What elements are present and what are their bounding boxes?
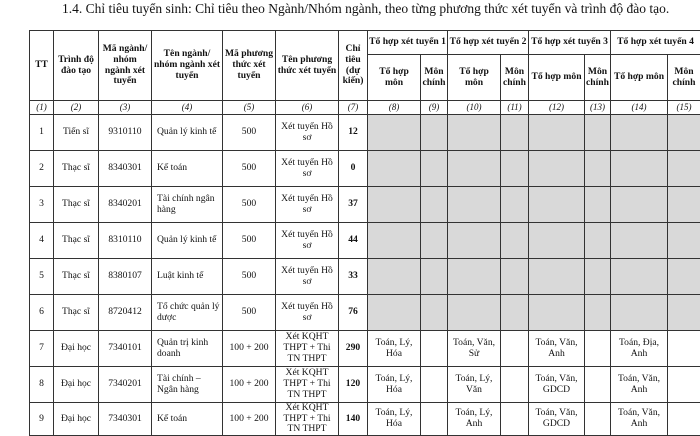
row-number: 3 [30, 187, 54, 223]
row-number: 4 [30, 223, 54, 259]
combo-2-main-subject [501, 259, 529, 295]
page-title: 1.4. Chỉ tiêu tuyển sinh: Chỉ tiêu theo Ngành/Nhóm ngành, theo từng phương thức xét tuyển và trình độ đào tạo. [62, 1, 669, 17]
combo-3-main-subject [585, 331, 611, 367]
header-quota: Chỉ tiêu (dự kiến) [339, 31, 368, 101]
row-number: 2 [30, 151, 54, 187]
combo-4-subjects: Toán, Văn, Anh [611, 403, 668, 436]
training-level: Đại học [54, 367, 99, 403]
method-name: Xét tuyển Hồ sơ [276, 151, 339, 187]
combo-3-main-subject [585, 115, 611, 151]
quota-value: 140 [339, 403, 368, 436]
major-code: 7340101 [99, 331, 152, 367]
row-number: 6 [30, 295, 54, 331]
row-number: 5 [30, 259, 54, 295]
combo-3-main-subject [585, 367, 611, 403]
combo-4-main-subject [668, 367, 700, 403]
combo-2-subjects: Toán, Lý, Anh [448, 403, 501, 436]
combo-2-subjects [448, 187, 501, 223]
header-method-code: Mã phương thức xét tuyển [223, 31, 276, 101]
training-level: Thạc sĩ [54, 151, 99, 187]
combo-1-subjects: Toán, Lý, Hóa [368, 367, 421, 403]
header-tt: TT [30, 31, 54, 101]
combo-4-main-subject [668, 403, 700, 436]
method-code: 500 [223, 115, 276, 151]
combo-3-main-subject [585, 223, 611, 259]
major-code: 8380107 [99, 259, 152, 295]
combo-2-main-subject [501, 187, 529, 223]
major-name: Tài chính – Ngân hàng [152, 367, 223, 403]
table-row [30, 331, 700, 367]
combo-3-subjects [529, 115, 585, 151]
combo-2-subjects [448, 115, 501, 151]
combo-1-subjects: Toán, Lý, Hóa [368, 331, 421, 367]
combo-3-main-subject [585, 403, 611, 436]
major-name: Quản lý kinh tế [152, 115, 223, 151]
major-code: 8720412 [99, 295, 152, 331]
column-number: (2) [54, 101, 99, 115]
header-subjects: Tổ hợp môn [529, 55, 585, 101]
major-code: 7340201 [99, 367, 152, 403]
column-number: (1) [30, 101, 54, 115]
combo-1-subjects: Toán, Lý, Hóa [368, 403, 421, 436]
combo-2-subjects [448, 223, 501, 259]
major-name: Kế toán [152, 403, 223, 436]
header-method-name: Tên phương thức xét tuyển [276, 31, 339, 101]
training-level: Đại học [54, 331, 99, 367]
method-code: 500 [223, 151, 276, 187]
table-row [30, 295, 700, 331]
training-level: Thạc sĩ [54, 295, 99, 331]
combo-3-subjects [529, 259, 585, 295]
training-level: Thạc sĩ [54, 223, 99, 259]
combo-2-main-subject [501, 367, 529, 403]
column-number: (4) [152, 101, 223, 115]
combo-4-main-subject [668, 331, 700, 367]
combo-4-subjects [611, 223, 668, 259]
major-name: Quản lý kinh tế [152, 223, 223, 259]
combo-2-main-subject [501, 223, 529, 259]
training-level: Thạc sĩ [54, 187, 99, 223]
combo-1-subjects [368, 187, 421, 223]
combo-2-subjects [448, 259, 501, 295]
combo-4-subjects: Toán, Địa, Anh [611, 331, 668, 367]
method-code: 100 + 200 [223, 367, 276, 403]
combo-1-main-subject [421, 115, 448, 151]
combo-2-main-subject [501, 295, 529, 331]
combo-4-main-subject [668, 223, 700, 259]
column-number: (10) [448, 101, 501, 115]
method-name: Xét tuyển Hồ sơ [276, 295, 339, 331]
method-name: Xét KQHT THPT + Thi TN THPT [276, 403, 339, 436]
major-name: Tài chính ngân hàng [152, 187, 223, 223]
row-number: 7 [30, 331, 54, 367]
major-code: 7340301 [99, 403, 152, 436]
method-name: Xét tuyển Hồ sơ [276, 259, 339, 295]
training-level: Tiến sĩ [54, 115, 99, 151]
major-code: 9310110 [99, 115, 152, 151]
column-number: (15) [668, 101, 700, 115]
combo-3-subjects [529, 187, 585, 223]
method-name: Xét tuyển Hồ sơ [276, 223, 339, 259]
method-code: 500 [223, 223, 276, 259]
row-number: 1 [30, 115, 54, 151]
header-main-subject: Môn chính [421, 55, 448, 101]
header-subjects: Tổ hợp môn [368, 55, 421, 101]
combo-3-subjects: Toán, Văn, Anh [529, 331, 585, 367]
major-code: 8340201 [99, 187, 152, 223]
major-code: 8310110 [99, 223, 152, 259]
quota-value: 37 [339, 187, 368, 223]
combo-4-main-subject [668, 295, 700, 331]
combo-2-main-subject [501, 403, 529, 436]
row-number: 8 [30, 367, 54, 403]
combo-1-subjects [368, 223, 421, 259]
combo-3-subjects: Toán, Văn, GDCD [529, 403, 585, 436]
combo-4-subjects [611, 115, 668, 151]
column-number: (14) [611, 101, 668, 115]
combo-1-subjects [368, 115, 421, 151]
header-subjects: Tổ hợp môn [448, 55, 501, 101]
method-code: 500 [223, 259, 276, 295]
training-level: Thạc sĩ [54, 259, 99, 295]
combo-3-main-subject [585, 187, 611, 223]
combo-2-subjects: Toán, Lý, Văn [448, 367, 501, 403]
combo-3-main-subject [585, 151, 611, 187]
header-row-top [30, 31, 700, 55]
major-name: Kế toán [152, 151, 223, 187]
table-row [30, 367, 700, 403]
method-name: Xét tuyển Hồ sơ [276, 115, 339, 151]
header-main-subject: Môn chính [501, 55, 529, 101]
combo-4-main-subject [668, 151, 700, 187]
table-row [30, 187, 700, 223]
header-major-code: Mã ngành/ nhóm ngành xét tuyển [99, 31, 152, 101]
column-number: (9) [421, 101, 448, 115]
major-name: Quản trị kinh doanh [152, 331, 223, 367]
header-combo-1: Tổ hợp xét tuyển 1 [368, 31, 448, 55]
header-major-name: Tên ngành/ nhóm ngành xét tuyển [152, 31, 223, 101]
combo-2-subjects [448, 295, 501, 331]
method-code: 500 [223, 295, 276, 331]
combo-2-subjects [448, 151, 501, 187]
combo-4-subjects: Toán, Văn, Anh [611, 367, 668, 403]
major-code: 8340301 [99, 151, 152, 187]
major-name: Tổ chức quản lý dược [152, 295, 223, 331]
combo-4-subjects [611, 259, 668, 295]
table-row [30, 151, 700, 187]
combo-1-main-subject [421, 367, 448, 403]
table-row [30, 115, 700, 151]
quota-value: 0 [339, 151, 368, 187]
header-main-subject: Môn chính [585, 55, 611, 101]
method-code: 100 + 200 [223, 403, 276, 436]
row-number: 9 [30, 403, 54, 436]
header-level: Trình độ đào tạo [54, 31, 99, 101]
combo-1-subjects [368, 295, 421, 331]
quota-value: 76 [339, 295, 368, 331]
combo-4-subjects [611, 151, 668, 187]
combo-1-main-subject [421, 295, 448, 331]
method-name: Xét KQHT THPT + Thi TN THPT [276, 367, 339, 403]
table-body [30, 115, 700, 436]
combo-2-main-subject [501, 151, 529, 187]
combo-4-subjects [611, 295, 668, 331]
column-number-row [30, 101, 700, 115]
column-number: (5) [223, 101, 276, 115]
combo-1-main-subject [421, 187, 448, 223]
combo-4-main-subject [668, 259, 700, 295]
method-code: 100 + 200 [223, 331, 276, 367]
column-number: (3) [99, 101, 152, 115]
table-row [30, 223, 700, 259]
column-number: (11) [501, 101, 529, 115]
quota-value: 290 [339, 331, 368, 367]
method-name: Xét tuyển Hồ sơ [276, 187, 339, 223]
combo-3-main-subject [585, 259, 611, 295]
header-subjects: Tổ hợp môn [611, 55, 668, 101]
quota-value: 44 [339, 223, 368, 259]
combo-3-subjects [529, 295, 585, 331]
combo-1-subjects [368, 151, 421, 187]
combo-3-subjects [529, 223, 585, 259]
table-row [30, 259, 700, 295]
major-name: Luật kinh tế [152, 259, 223, 295]
combo-2-main-subject [501, 115, 529, 151]
method-name: Xét KQHT THPT + Thi TN THPT [276, 331, 339, 367]
combo-1-subjects [368, 259, 421, 295]
column-number: (13) [585, 101, 611, 115]
combo-1-main-subject [421, 259, 448, 295]
training-level: Đại học [54, 403, 99, 436]
combo-2-subjects: Toán, Văn, Sử [448, 331, 501, 367]
header-combo-4: Tổ hợp xét tuyển 4 [611, 31, 700, 55]
column-number: (6) [276, 101, 339, 115]
combo-1-main-subject [421, 403, 448, 436]
admission-quota-table [29, 30, 700, 436]
column-number: (7) [339, 101, 368, 115]
combo-4-main-subject [668, 115, 700, 151]
header-main-subject: Môn chính [668, 55, 700, 101]
column-number: (12) [529, 101, 585, 115]
table-row [30, 403, 700, 436]
quota-value: 12 [339, 115, 368, 151]
combo-1-main-subject [421, 151, 448, 187]
method-code: 500 [223, 187, 276, 223]
header-combo-3: Tổ hợp xét tuyển 3 [529, 31, 611, 55]
combo-4-main-subject [668, 187, 700, 223]
quota-value: 33 [339, 259, 368, 295]
combo-3-main-subject [585, 295, 611, 331]
combo-3-subjects [529, 151, 585, 187]
combo-3-subjects: Toán, Văn, GDCD [529, 367, 585, 403]
quota-value: 120 [339, 367, 368, 403]
combo-1-main-subject [421, 331, 448, 367]
combo-1-main-subject [421, 223, 448, 259]
column-number: (8) [368, 101, 421, 115]
header-combo-2: Tổ hợp xét tuyển 2 [448, 31, 529, 55]
combo-4-subjects [611, 187, 668, 223]
combo-2-main-subject [501, 331, 529, 367]
